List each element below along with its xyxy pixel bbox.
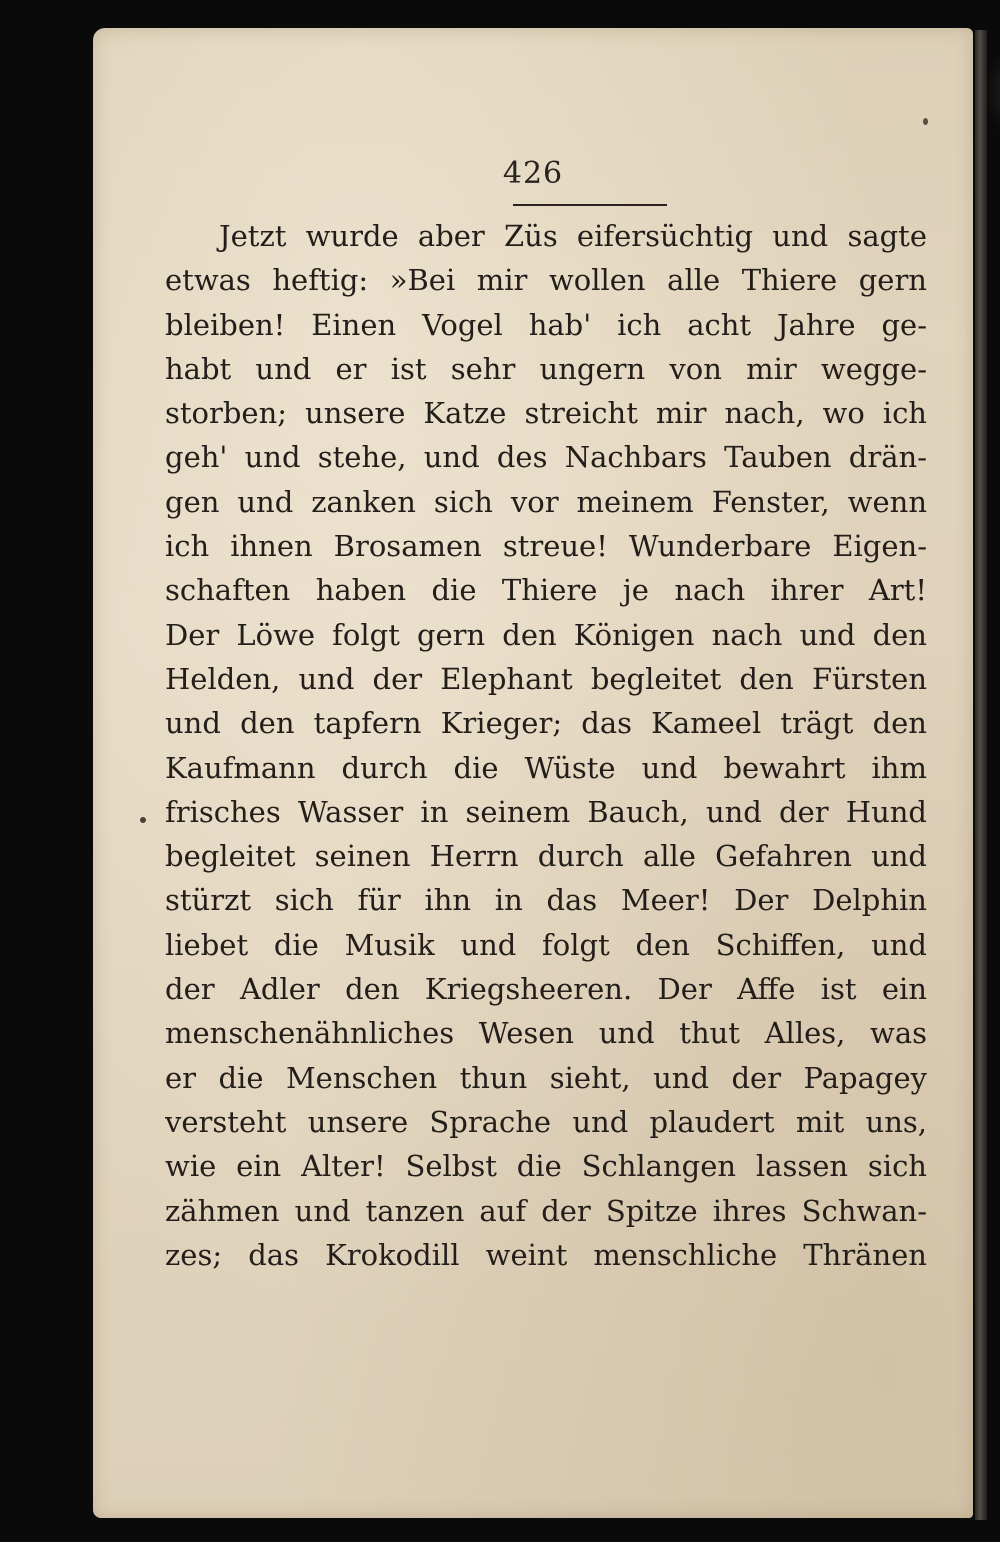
paper-speck — [923, 118, 928, 125]
text-line: er die Menschen thun sieht, und der Papagey — [165, 1060, 927, 1095]
text-line: ich ihnen Brosamen streue! Wunderbare Eigen- — [165, 529, 927, 564]
text-line: geh' und stehe, und des Nachbars Tauben drän- — [165, 440, 927, 475]
text-line: gen und zanken sich vor meinem Fenster, wenn — [165, 484, 927, 519]
text-line: etwas heftig: »Bei mir wollen alle Thiere gern — [165, 263, 927, 298]
text-line: Kaufmann durch die Wüste und bewahrt ihm — [165, 750, 927, 785]
margin-mark — [140, 817, 146, 823]
text-line: storben; unsere Katze streicht mir nach, wo ich — [165, 396, 927, 431]
text-line: Helden, und der Elephant begleitet den Fürsten — [165, 661, 927, 696]
text-line: zes; das Krokodill weint menschliche Thränen — [165, 1237, 927, 1272]
text-line: stürzt sich für ihn in das Meer! Der Delphin — [165, 883, 927, 918]
text-line: und den tapfern Krieger; das Kameel trägt den — [165, 706, 927, 741]
page-number: 426 — [502, 156, 564, 191]
text-line: menschenähnliches Wesen und thut Alles, was — [165, 1016, 927, 1051]
text-line: wie ein Alter! Selbst die Schlangen lassen sich — [165, 1149, 927, 1184]
page-edge — [975, 30, 987, 1520]
text-line: versteht unsere Sprache und plaudert mit uns, — [165, 1104, 927, 1139]
paper-stain — [983, 56, 1000, 146]
header-rule — [513, 204, 667, 206]
text-line: liebet die Musik und folgt den Schiffen, und — [165, 927, 927, 962]
text-line: habt und er ist sehr ungern von mir wegge- — [165, 351, 927, 386]
body-text — [165, 214, 927, 1277]
text-line: Jetzt wurde aber Züs eifersüchtig und sagte — [219, 219, 927, 253]
text-line: frisches Wasser in seinem Bauch, und der Hund — [165, 794, 927, 829]
text-line: zähmen und tanzen auf der Spitze ihres Schwan- — [165, 1193, 927, 1228]
text-line: schaften haben die Thiere je nach ihrer Art! — [165, 573, 927, 608]
text-line: begleitet seinen Herrn durch alle Gefahren und — [165, 839, 927, 874]
text-line: bleiben! Einen Vogel hab' ich acht Jahre ge- — [165, 307, 927, 342]
text-line: der Adler den Kriegsheeren. Der Affe ist ein — [165, 972, 927, 1007]
text-line: Der Löwe folgt gern den Königen nach und den — [165, 617, 927, 652]
